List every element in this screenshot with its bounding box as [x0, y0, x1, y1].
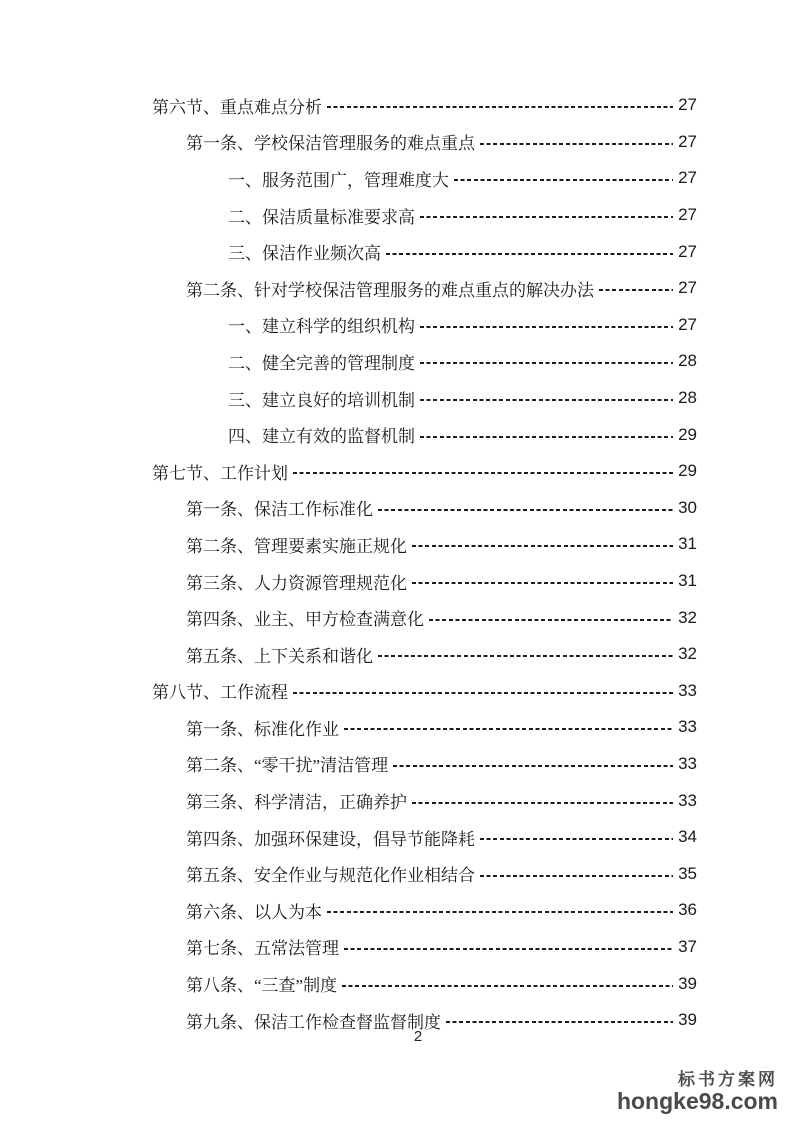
- toc-entry: [0, 307, 793, 344]
- toc-entry-label: 第四条、加强环保建设，倡导节能降耗: [186, 829, 475, 849]
- toc-dash-leader: [412, 802, 673, 804]
- toc-entry-label: 第六节、重点难点分析: [152, 97, 322, 117]
- toc-dash-leader: [480, 838, 673, 840]
- toc-page-number: 29: [678, 424, 697, 444]
- table-of-contents: [0, 87, 793, 1038]
- toc-entry: [0, 343, 793, 380]
- toc-page-number: 27: [678, 278, 697, 298]
- toc-entry: [0, 270, 793, 307]
- toc-page-number: 27: [678, 205, 697, 225]
- toc-entry-label: 第二条、针对学校保洁管理服务的难点重点的解决办法: [186, 280, 594, 300]
- toc-dash-leader: [429, 619, 673, 621]
- toc-entry: [0, 892, 793, 929]
- toc-page-number: 28: [678, 388, 697, 408]
- toc-entry-label: 第八条、“三查”制度: [186, 976, 338, 996]
- toc-entry: [0, 453, 793, 490]
- toc-dash-leader: [480, 143, 673, 145]
- toc-entry: [0, 855, 793, 892]
- toc-entry-label: 四、建立有效的监督机制: [228, 427, 415, 447]
- toc-entry: [0, 599, 793, 636]
- toc-entry-label: 一、建立科学的组织机构: [228, 317, 415, 337]
- toc-entry: [0, 709, 793, 746]
- toc-page-number: 29: [678, 461, 697, 481]
- toc-entry: [0, 160, 793, 197]
- toc-page-number: 27: [678, 95, 697, 115]
- toc-dash-leader: [446, 1021, 673, 1023]
- toc-dash-leader: [327, 911, 673, 913]
- toc-dash-leader: [344, 948, 673, 950]
- toc-entry: [0, 490, 793, 527]
- toc-entry-label: 第六条、以人为本: [186, 902, 322, 922]
- toc-entry-label: 第三条、人力资源管理规范化: [186, 573, 407, 593]
- watermark-site-url: hongke98.com: [616, 1088, 778, 1115]
- toc-page-number: 33: [678, 790, 697, 810]
- toc-dash-leader: [599, 289, 673, 291]
- toc-page-number: 27: [678, 241, 697, 261]
- toc-entry: [0, 87, 793, 124]
- watermark: [617, 1071, 778, 1114]
- toc-page-number: 33: [678, 680, 697, 700]
- toc-entry-label: 第一条、保洁工作标准化: [186, 500, 373, 520]
- toc-page-number: 39: [678, 973, 697, 993]
- toc-dash-leader: [420, 399, 673, 401]
- toc-page-number: 39: [678, 1010, 697, 1030]
- toc-entry-label: 第五条、安全作业与规范化作业相结合: [186, 866, 475, 886]
- toc-dash-leader: [293, 692, 673, 694]
- toc-dash-leader: [327, 106, 673, 108]
- toc-dash-leader: [344, 728, 673, 730]
- toc-page-number: 35: [678, 863, 697, 883]
- toc-entry: [0, 782, 793, 819]
- toc-dash-leader: [480, 875, 673, 877]
- toc-entry-label: 第二条、“零干扰”清洁管理: [186, 756, 389, 776]
- toc-entry-label: 第八节、工作流程: [152, 683, 288, 703]
- toc-page-number: 27: [678, 314, 697, 334]
- toc-entry: [0, 563, 793, 600]
- toc-dash-leader: [393, 765, 673, 767]
- toc-dash-leader: [378, 655, 673, 657]
- toc-entry-label: 二、健全完善的管理制度: [228, 353, 415, 373]
- toc-entry-label: 第七节、工作计划: [152, 463, 288, 483]
- toc-dash-leader: [293, 472, 673, 474]
- toc-entry: [0, 124, 793, 161]
- toc-entry: [0, 819, 793, 856]
- toc-entry-label: 二、保洁质量标准要求高: [228, 207, 415, 227]
- toc-dash-leader: [420, 436, 673, 438]
- toc-entry-label: 第三条、科学清洁，正确养护: [186, 793, 407, 813]
- toc-entry: [0, 636, 793, 673]
- toc-dash-leader: [420, 216, 673, 218]
- toc-dash-leader: [420, 326, 673, 328]
- toc-page-number: 30: [678, 497, 697, 517]
- toc-entry-label: 第五条、上下关系和谐化: [186, 646, 373, 666]
- toc-page-number: 36: [678, 900, 697, 920]
- toc-entry: [0, 965, 793, 1002]
- toc-dash-leader: [420, 362, 673, 364]
- toc-page-number: 27: [678, 168, 697, 188]
- toc-entry-label: 三、保洁作业频次高: [228, 244, 381, 264]
- toc-dash-leader: [412, 582, 673, 584]
- toc-page-number: 32: [678, 644, 697, 664]
- toc-dash-leader: [378, 509, 673, 511]
- toc-dash-leader: [412, 545, 673, 547]
- toc-page-number: 34: [678, 827, 697, 847]
- toc-entry-label: 第二条、管理要素实施正规化: [186, 536, 407, 556]
- toc-dash-leader: [342, 985, 673, 987]
- toc-dash-leader: [454, 179, 673, 181]
- toc-entry-label: 一、服务范围广，管理难度大: [228, 170, 449, 190]
- toc-entry: [0, 673, 793, 710]
- toc-entry: [0, 929, 793, 966]
- toc-page-number: 31: [678, 534, 697, 554]
- toc-page-number: 28: [678, 351, 697, 371]
- toc-page-number: 27: [678, 131, 697, 151]
- toc-entry: [0, 380, 793, 417]
- toc-entry-label: 第一条、学校保洁管理服务的难点重点: [186, 134, 475, 154]
- toc-entry-label: 三、建立良好的培训机制: [228, 390, 415, 410]
- toc-entry: [0, 416, 793, 453]
- watermark-site-name: 标书方案网: [678, 1069, 778, 1089]
- toc-entry: [0, 197, 793, 234]
- toc-page-number: 32: [678, 607, 697, 627]
- toc-page-number: 31: [678, 571, 697, 591]
- toc-entry: [0, 233, 793, 270]
- toc-entry-label: 第一条、标准化作业: [186, 719, 339, 739]
- toc-entry-label: 第九条、保洁工作检查督监督制度: [186, 1012, 441, 1032]
- toc-entry-label: 第七条、五常法管理: [186, 939, 339, 959]
- toc-page-number: 33: [678, 753, 697, 773]
- page-number: 2: [413, 1028, 423, 1045]
- toc-page-number: 37: [678, 936, 697, 956]
- toc-entry: [0, 526, 793, 563]
- toc-page-number: 33: [678, 717, 697, 737]
- toc-entry: [0, 746, 793, 783]
- toc-entry-label: 第四条、业主、甲方检查满意化: [186, 610, 424, 630]
- toc-dash-leader: [386, 253, 673, 255]
- toc-entry: [0, 1002, 793, 1039]
